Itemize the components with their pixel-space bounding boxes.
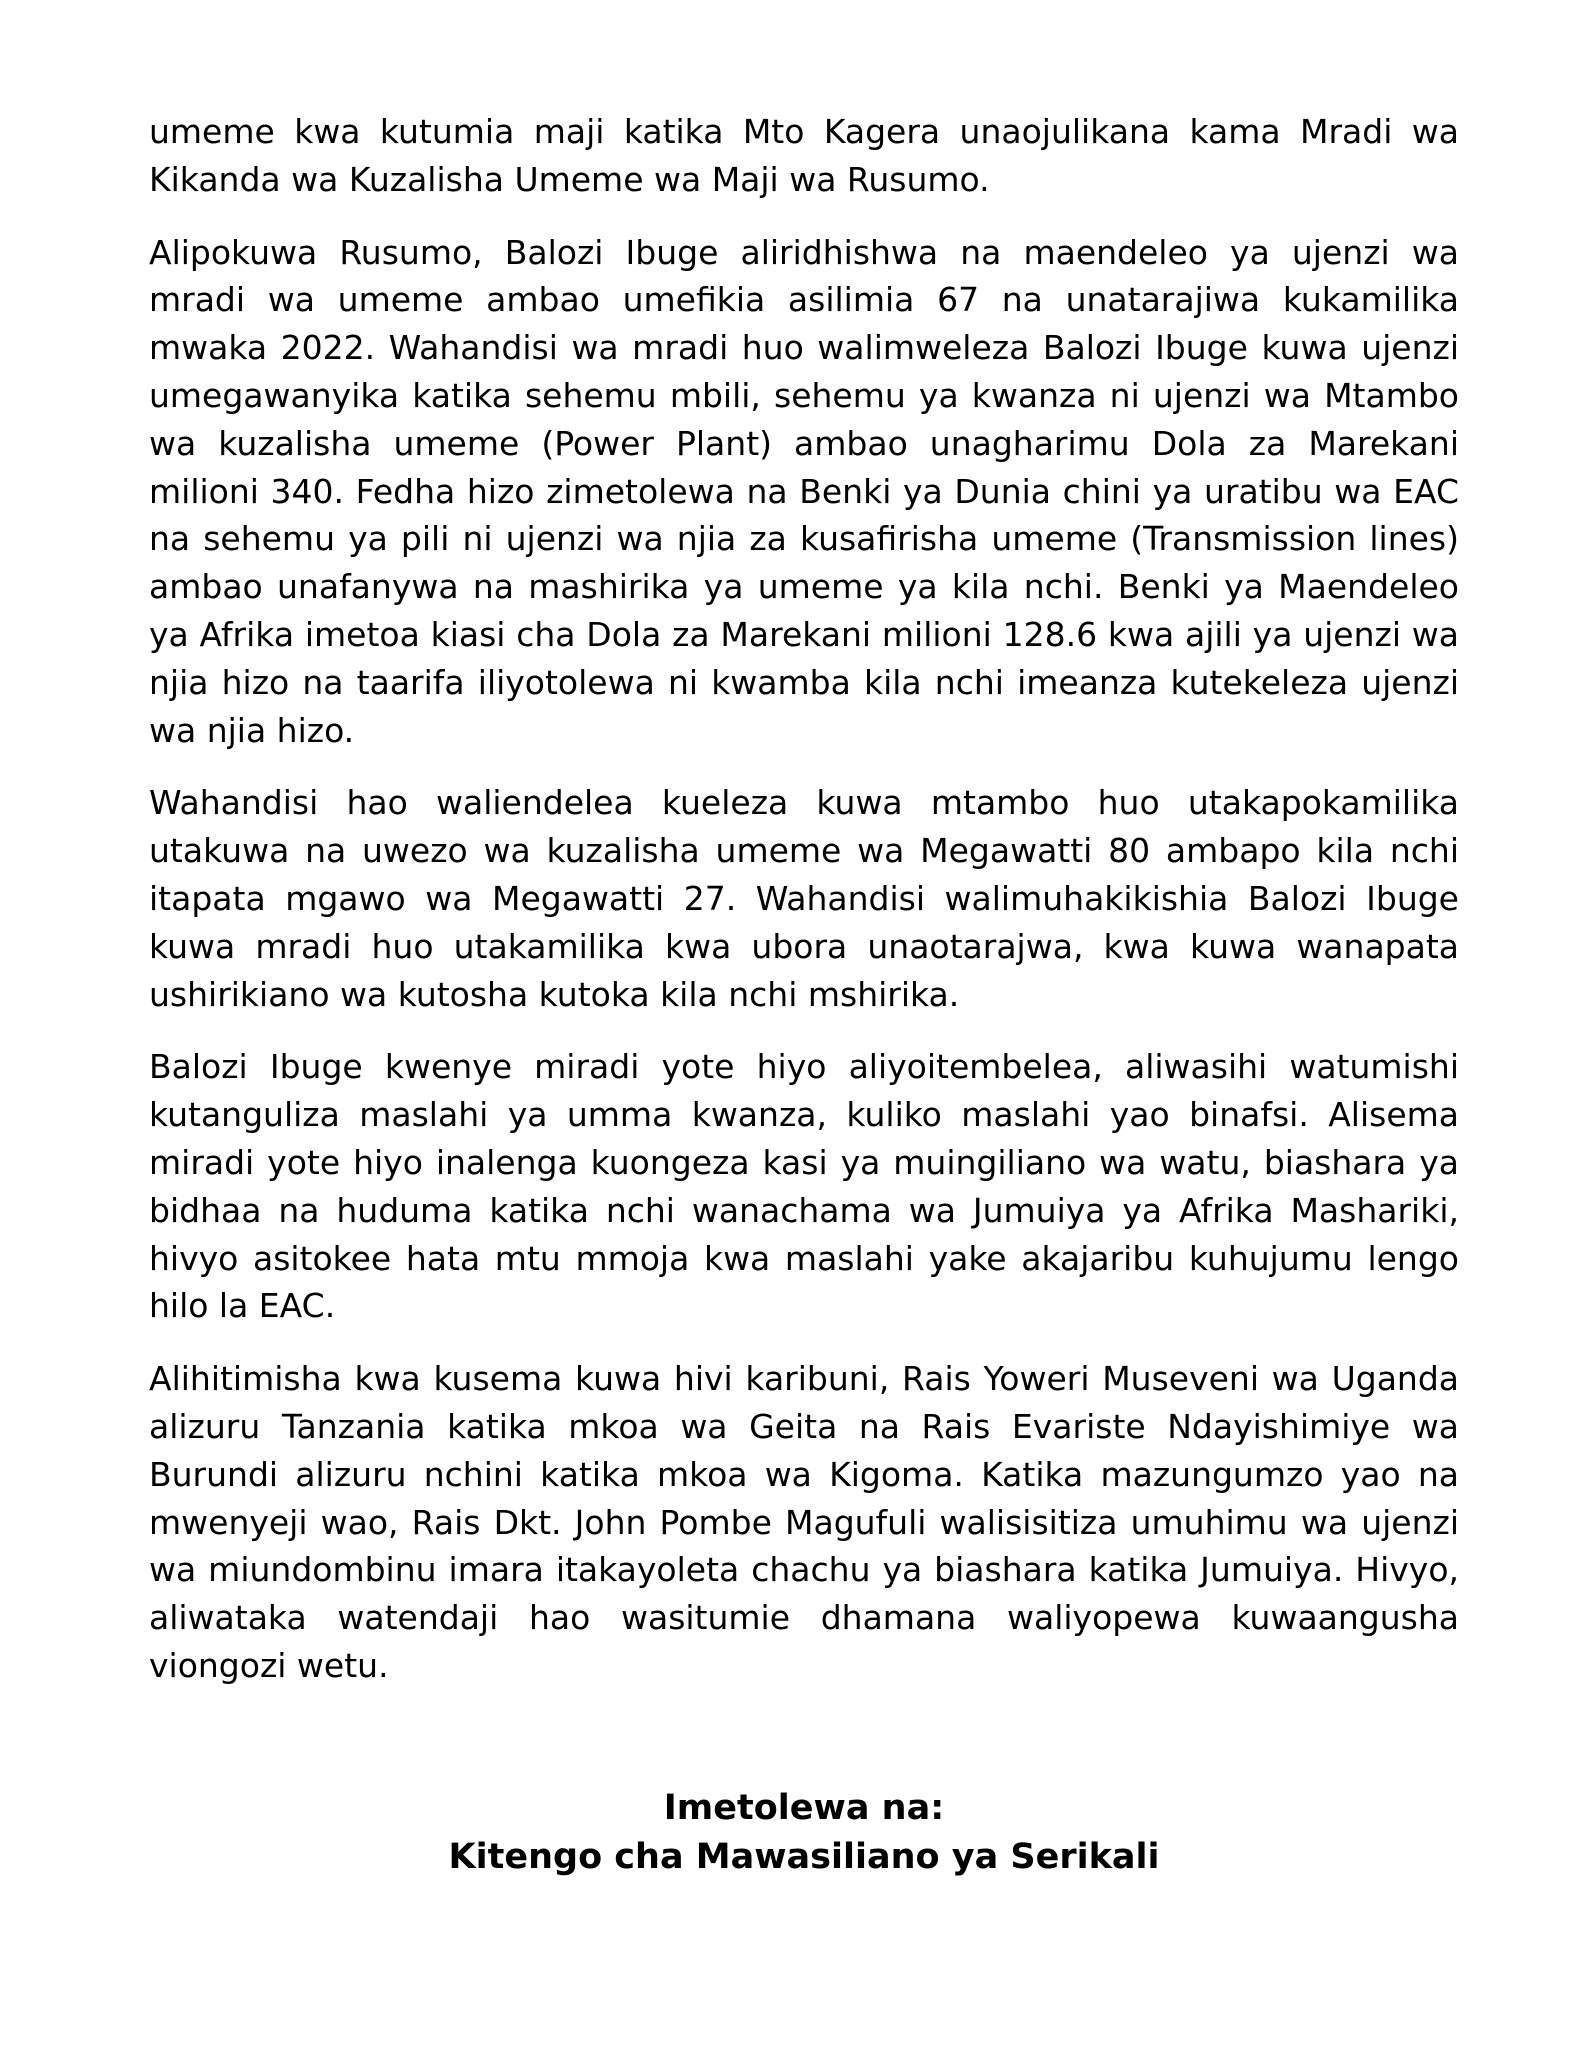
paragraph-4: Balozi Ibuge kwenye miradi yote hiyo aliyoitembelea, aliwasihi watumishi kutanguliza maslahi ya umma kwanza, kuliko maslahi yao binafsi. Alisema miradi yote hiyo inalenga kuongeza kasi ya muingiliano wa watu, biashara ya bidhaa na huduma katika nchi wanachama wa Jumuiya ya Afrika Mashariki, hivyo asitokee hata mtu mmoja kwa maslahi yake akajaribu kuhujumu lengo hilo la EAC. bbox=[149, 1047, 1459, 1326]
paragraph-3: Wahandisi hao waliendelea kueleza kuwa mtambo huo utakapokamilika utakuwa na uwezo wa kuzalisha umeme wa Megawatti 80 ambapo kila nchi itapata mgawo wa Megawatti 27. Wahandisi walimuhakikishia Balozi Ibuge kuwa mradi huo utakamilika kwa ubora unaotarajwa, kwa kuwa wanapata ushirikiano wa kutosha kutoka kila nchi mshirika. bbox=[149, 783, 1459, 1014]
paragraph-5: Alihitimisha kwa kusema kuwa hivi karibuni, Rais Yoweri Museveni wa Uganda alizuru Tanzania katika mkoa wa Geita na Rais Evariste Ndayishimiye wa Burundi alizuru nchini katika mkoa wa Kigoma. Katika mazungumzo yao na mwenyeji wao, Rais Dkt. John Pombe Magufuli walisisitiza umuhimu wa ujenzi wa miundombinu imara itakayoleta chachu ya biashara katika Jumuiya. Hivyo, aliwataka watendaji hao wasitumie dhamana waliyopewa kuwaangusha viongozi wetu. bbox=[149, 1359, 1459, 1685]
paragraph-2: Alipokuwa Rusumo, Balozi Ibuge aliridhishwa na maendeleo ya ujenzi wa mradi wa umeme ambao umefikia asilimia 67 na unatarajiwa kukamilika mwaka 2022. Wahandisi wa mradi huo walimweleza Balozi Ibuge kuwa ujenzi umegawanyika katika sehemu mbili, sehemu ya kwanza ni ujenzi wa Mtambo wa kuzalisha umeme (Power Plant) ambao unagharimu Dola za Marekani milioni 340. Fedha hizo zimetolewa na Benki ya Dunia chini ya uratibu wa EAC na sehemu ya pili ni ujenzi wa njia za kusafirisha umeme (Transmission lines) ambao unafanywa na mashirika ya umeme ya kila nchi. Benki ya Maendeleo ya Afrika imetoa kiasi cha Dola za Marekani milioni 128.6 kwa ajili ya ujenzi wa njia hizo na taarifa iliyotolewa ni kwamba kila nchi imeanza kutekeleza ujenzi wa njia hizo. bbox=[149, 232, 1459, 750]
paragraph-1: umeme kwa kutumia maji katika Mto Kagera unaojulikana kama Mradi wa Kikanda wa Kuzalisha Umeme wa Maji wa Rusumo. bbox=[149, 112, 1459, 199]
issued-by-label: Imetolewa na: bbox=[663, 1788, 945, 1828]
document-body bbox=[149, 108, 1459, 1715]
signature-block bbox=[149, 1784, 1459, 1882]
issuing-office: Kitengo cha Mawasiliano ya Serikali bbox=[448, 1837, 1160, 1877]
